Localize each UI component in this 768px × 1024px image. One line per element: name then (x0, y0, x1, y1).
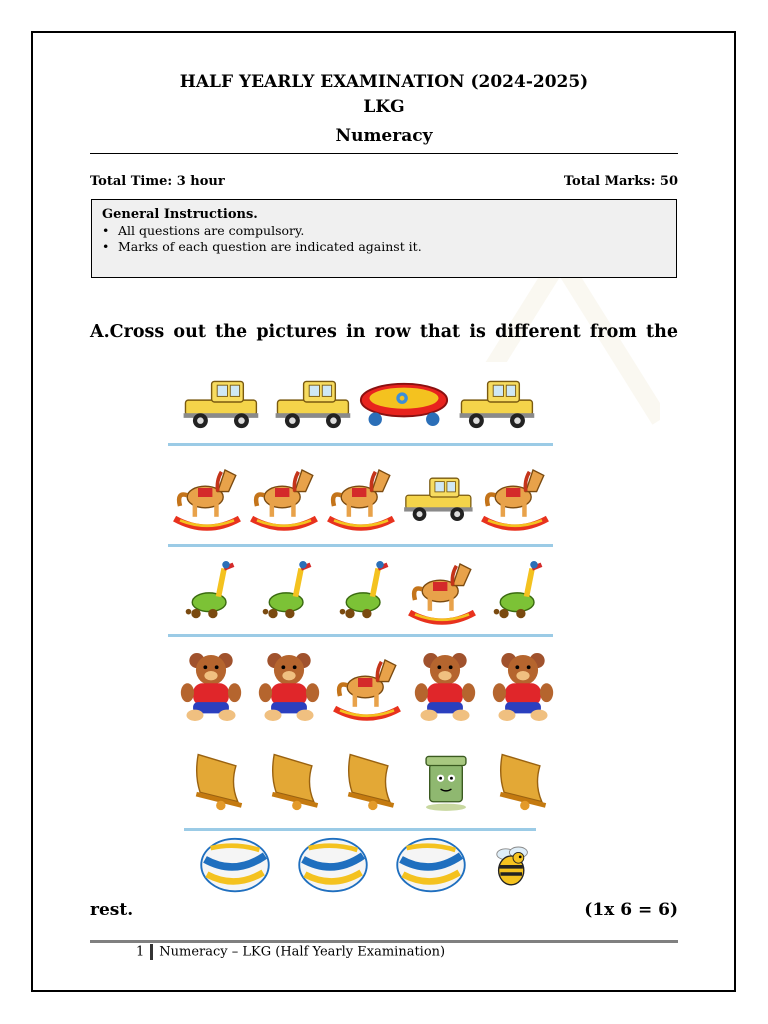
question-label: A. (90, 322, 110, 342)
header-divider (90, 153, 678, 154)
truck-icon[interactable] (399, 452, 476, 542)
picture-row (168, 362, 553, 442)
ball-icon[interactable] (284, 832, 382, 898)
rocking-horse-icon[interactable] (403, 552, 480, 630)
bullet: • (102, 239, 110, 254)
rocking-horse-icon[interactable] (168, 452, 245, 542)
subject-title: Numeracy (335, 126, 433, 146)
rocking-horse-icon[interactable] (245, 452, 322, 542)
bell-icon[interactable] (180, 742, 256, 818)
row-separator (168, 544, 553, 547)
giraffe-toy-icon[interactable] (172, 552, 249, 630)
giraffe-toy-icon[interactable] (326, 552, 403, 630)
picture-row (168, 832, 553, 898)
giraffe-toy-icon[interactable] (480, 552, 557, 630)
truck-icon[interactable] (266, 362, 358, 442)
instructions-heading: General Instructions. (102, 207, 258, 222)
row-separator (168, 443, 553, 446)
instruction-item (102, 239, 666, 255)
question-continuation: rest. (90, 900, 134, 920)
bell-icon[interactable] (256, 742, 332, 818)
ball-icon[interactable] (186, 832, 284, 898)
bullet: • (102, 223, 110, 238)
question-marks: (1x 6 = 6) (584, 900, 678, 920)
skateboard-icon[interactable] (358, 362, 450, 442)
rocking-horse-icon[interactable] (476, 452, 553, 542)
teddy-bear-icon[interactable] (406, 646, 484, 728)
instruction-item (102, 223, 666, 239)
trash-can-icon[interactable] (408, 742, 484, 818)
bell-icon[interactable] (332, 742, 408, 818)
bee-icon[interactable] (464, 832, 562, 898)
footer-text: Numeracy – LKG (Half Yearly Examination) (159, 944, 446, 960)
total-time: Total Time: 3 hour (90, 174, 225, 189)
total-marks: Total Marks: 50 (563, 174, 678, 189)
footer-divider (90, 940, 678, 943)
footer-pipe (150, 944, 153, 960)
page-number: 1 (136, 944, 145, 960)
row-separator (168, 634, 553, 637)
page-footer (136, 944, 445, 960)
rocking-horse-icon[interactable] (322, 452, 399, 542)
bell-icon[interactable] (484, 742, 560, 818)
question-a (90, 322, 678, 342)
picture-row (168, 646, 553, 728)
rocking-horse-icon[interactable] (328, 646, 406, 728)
picture-row (168, 742, 553, 818)
row-separator (184, 828, 536, 831)
picture-panel (168, 362, 553, 902)
picture-row (168, 452, 553, 542)
truck-icon[interactable] (450, 362, 542, 442)
picture-row (168, 552, 553, 630)
instruction-text: All questions are compulsory. (118, 223, 305, 238)
teddy-bear-icon[interactable] (250, 646, 328, 728)
instructions-box (91, 199, 677, 278)
teddy-bear-icon[interactable] (484, 646, 562, 728)
question-text: Cross out the pictures in row that is different from the (109, 322, 678, 342)
truck-icon[interactable] (174, 362, 266, 442)
giraffe-toy-icon[interactable] (249, 552, 326, 630)
teddy-bear-icon[interactable] (172, 646, 250, 728)
exam-title: HALF YEARLY EXAMINATION (2024-2025) (179, 72, 589, 92)
instruction-text: Marks of each question are indicated against it. (118, 239, 422, 254)
class-title: LKG (363, 97, 405, 117)
